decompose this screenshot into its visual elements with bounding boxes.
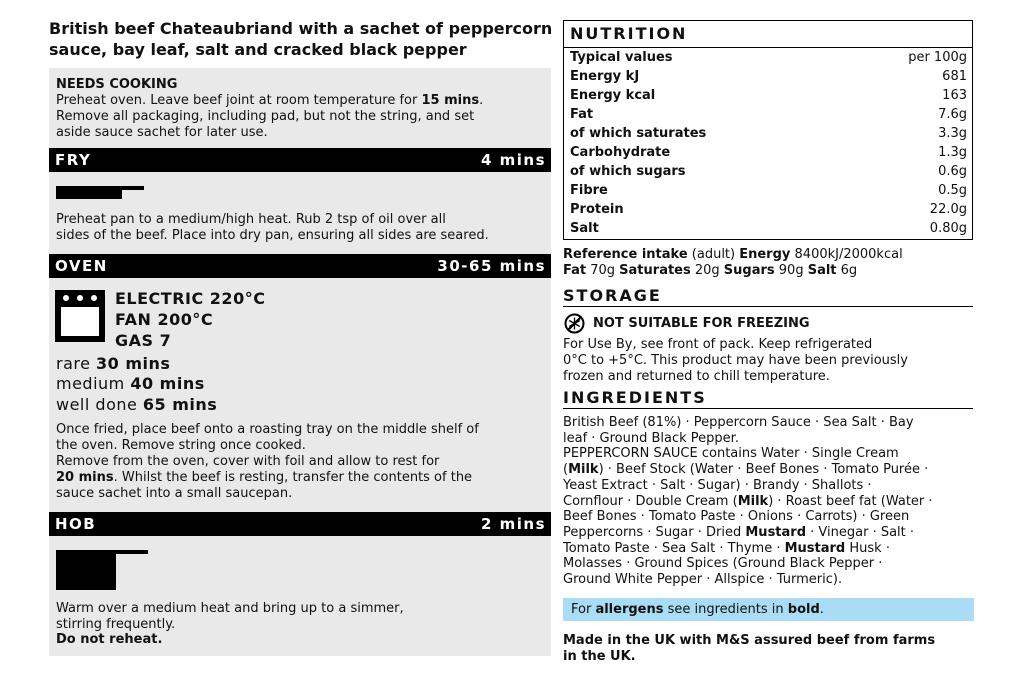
no-freezing-text: NOT SUITABLE FOR FREEZING: [593, 316, 810, 331]
nutrition-row: [570, 50, 967, 69]
nutrition-heading: NUTRITION: [570, 24, 688, 43]
oven-line1: Once fried, place beef onto a roasting tray on the middle shelf of: [56, 422, 479, 437]
nutrition-table: [563, 20, 973, 240]
fry-header-bar: [49, 148, 551, 172]
fry-time: 4 mins: [480, 151, 546, 169]
nutrition-row: [570, 145, 967, 164]
nutrition-value: 681: [942, 69, 967, 84]
storage-line3: frozen and returned to chill temperature.: [563, 369, 830, 384]
nutrition-value: 0.80g: [929, 221, 967, 236]
oven-fan: FAN 200°C: [115, 310, 214, 329]
nutrition-value: 3.3g: [938, 126, 967, 141]
frying-pan-icon: [56, 184, 148, 202]
doneness-well-done: well done 65 mins: [56, 395, 218, 414]
nutrition-row: [570, 183, 967, 202]
nutrition-value: 22.0g: [929, 202, 967, 217]
nutrition-row: [570, 221, 967, 240]
hob-line2: stirring frequently.: [56, 617, 176, 632]
nutrition-row: [570, 164, 967, 183]
nutrition-label: Energy kcal: [570, 88, 656, 103]
nutrition-row: [570, 107, 967, 126]
nutrition-label: Salt: [570, 221, 599, 236]
ingredients-heading: INGREDIENTS: [563, 388, 973, 409]
nutrition-value: 163: [942, 88, 967, 103]
doneness-medium: medium 40 mins: [56, 374, 205, 393]
nutrition-label: Carbohydrate: [570, 145, 671, 160]
nutrition-value: 0.6g: [938, 164, 967, 179]
hob-header-bar: [49, 512, 551, 536]
ingredients-text: British Beef (81%) · Peppercorn Sauce · Sea Salt · Bay leaf · Ground Black Pepper. PEPPERCORN SAUCE contains Water · Single Cream (Milk) · Beef Stock (Water · Beef Bones · Tomato Purée · Yeast Extract · Salt · Sugar) · Brandy · Shallots · Cornflour · Double Cream (Milk) · Roast beef fat (Water · Beef Bones · Tomato Paste · Onions · Carrots) · Green Peppercorns · Sugar · Dried Mustard · Vinegar · Salt · Tomato Paste · Sea Salt · Thyme · Mustard Husk · Molasses · Ground Spices (Ground Black Pepper · Ground White Pepper · Allspice · Turmeric).: [563, 415, 933, 588]
oven-icon: [55, 290, 105, 342]
reference-intake-line1: Reference intake (adult) Energy 8400kJ/2000kcal: [563, 247, 903, 262]
oven-label: OVEN: [55, 257, 108, 275]
nutrition-label: Fat: [570, 107, 594, 122]
storage-line2: 0°C to +5°C. This product may have been previously: [563, 353, 908, 368]
doneness-rare: rare 30 mins: [56, 354, 171, 373]
saucepan-icon: [56, 548, 150, 590]
nutrition-value: 7.6g: [938, 107, 967, 122]
oven-header-bar: [49, 254, 551, 278]
nutrition-row: [570, 69, 967, 88]
product-title: British beef Chateaubriand with a sachet of peppercorn sauce, bay leaf, salt and cracked black pepper: [49, 19, 553, 59]
hob-time: 2 mins: [480, 515, 546, 533]
origin-line2: in the UK.: [563, 649, 636, 664]
oven-line5: sauce sachet into a small saucepan.: [56, 486, 293, 501]
nutrition-row: [570, 202, 967, 221]
oven-line4: 20 mins. Whilst the beef is resting, transfer the contents of the: [56, 470, 473, 485]
nutrition-label: of which sugars: [570, 164, 686, 179]
hob-line1: Warm over a medium heat and bring up to a simmer,: [56, 601, 404, 616]
needs-cooking-line1: Preheat oven. Leave beef joint at room temperature for 15 mins.: [56, 93, 484, 108]
needs-cooking-line2: Remove all packaging, including pad, but not the string, and set: [56, 109, 475, 124]
storage-heading: STORAGE: [563, 286, 973, 307]
nutrition-value: per 100g: [908, 50, 967, 65]
hob-label: HOB: [55, 515, 97, 533]
hob-line3: Do not reheat.: [56, 632, 163, 647]
oven-gas: GAS 7: [115, 331, 172, 350]
fry-line1: Preheat pan to a medium/high heat. Rub 2 tsp of oil over all: [56, 212, 446, 227]
oven-line2: the oven. Remove string once cooked.: [56, 438, 306, 453]
nutrition-row: [570, 126, 967, 145]
fry-label: FRY: [55, 151, 92, 169]
nutrition-value: 1.3g: [938, 145, 967, 160]
nutrition-label: Fibre: [570, 183, 608, 198]
no-freezing-icon: [564, 313, 585, 334]
needs-cooking-heading: NEEDS COOKING: [56, 77, 178, 92]
allergen-note: For allergens see ingredients in bold.: [563, 598, 974, 621]
nutrition-row: [570, 88, 967, 107]
origin-line1: Made in the UK with M&S assured beef from farms: [563, 633, 936, 648]
oven-line3: Remove from the oven, cover with foil and allow to rest for: [56, 454, 440, 469]
nutrition-label: Protein: [570, 202, 624, 217]
fry-line2: sides of the beef. Place into dry pan, ensuring all sides are seared.: [56, 228, 489, 243]
nutrition-value: 0.5g: [938, 183, 967, 198]
storage-line1: For Use By, see front of pack. Keep refrigerated: [563, 337, 873, 352]
oven-time: 30-65 mins: [437, 257, 546, 275]
nutrition-label: Typical values: [570, 50, 673, 65]
oven-electric: ELECTRIC 220°C: [115, 289, 266, 308]
nutrition-divider: [564, 47, 972, 48]
reference-intake-line2: Fat 70g Saturates 20g Sugars 90g Salt 6g: [563, 263, 858, 278]
needs-cooking-line3: aside sauce sachet for later use.: [56, 125, 268, 140]
nutrition-label: of which saturates: [570, 126, 707, 141]
nutrition-label: Energy kJ: [570, 69, 640, 84]
